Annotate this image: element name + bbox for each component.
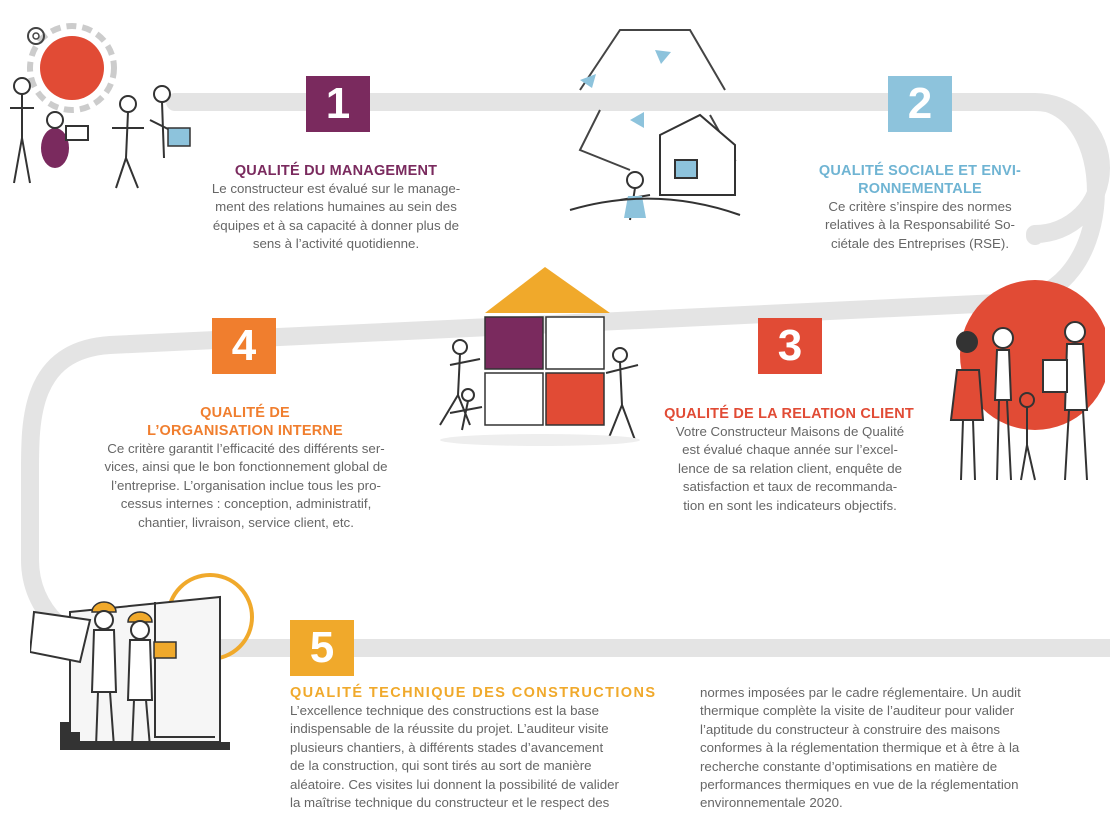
text-line: l’aptitude du constructeur à construire des maisons: [700, 721, 1001, 737]
step-number-4: 4: [212, 318, 276, 374]
text-line: est évalué chaque année sur l’excel-: [682, 442, 898, 458]
text-line: l’entreprise. L’organisation inclue tous les pro-: [111, 477, 381, 493]
step-description-5-col2: [700, 684, 1080, 813]
text-line: plusieurs chantiers, à différents stades d’avancement: [290, 739, 604, 755]
text-line: conformes à la réglementation thermique et à être à la: [700, 740, 1020, 756]
text-line: environnementale 2020.: [700, 795, 843, 811]
step-title-5: QUALITÉ TECHNIQUE DES CONSTRUCTIONS: [290, 685, 657, 701]
text-line: ment des relations humaines au sein des: [215, 199, 457, 215]
step-title-1: QUALITÉ DU MANAGEMENT: [234, 163, 438, 179]
text-line: lence de sa relation client, enquête de: [678, 460, 902, 476]
text-line: cessus internes : conception, administratif,: [120, 496, 372, 512]
text-line: Le constructeur est évalué sur le manage-: [211, 181, 461, 196]
step-number-2: 2: [888, 76, 952, 132]
step-description-4: [66, 440, 426, 532]
text-line: indispensable de la réussite du projet. L’auditeur visite: [290, 721, 609, 737]
title-line: QUALITÉ DE: [200, 405, 290, 421]
text-line: équipes et à sa capacité à donner plus de: [212, 217, 460, 233]
step-title-3: QUALITÉ DE LA RELATION CLIENT: [664, 406, 914, 422]
text-line: L’excellence technique des constructions est la base: [290, 703, 599, 718]
text-line: Ce critère s’inspire des normes: [828, 199, 1012, 214]
text-line: thermique complète la visite de l’auditeur pour valider: [700, 703, 1015, 719]
step-description-1: [180, 180, 492, 254]
step-title-2: [800, 162, 1040, 198]
puzzle-house-illustration: [410, 255, 650, 455]
step-number-3: 3: [758, 318, 822, 374]
title-line: RONNEMENTALE: [858, 181, 982, 197]
step-number-1: 1: [306, 76, 370, 132]
text-line: sens à l’activité quotidienne.: [252, 236, 420, 252]
text-line: aléatoire. Ces visites lui donnent la possibilité de valider: [290, 776, 619, 792]
step-description-5-col1: [290, 702, 666, 812]
title-line: L’ORGANISATION INTERNE: [147, 423, 343, 439]
text-line: de la construction, qui sont tirés au sort de manière: [290, 758, 592, 774]
title-line: QUALITÉ SOCIALE ET ENVI-: [818, 163, 1022, 179]
builders-illustration: [30, 572, 270, 752]
step-title-4: [120, 404, 370, 440]
family-clients-illustration: [945, 280, 1105, 490]
text-line: relatives à la Responsabilité So-: [825, 217, 1015, 233]
step-description-2: [790, 198, 1050, 253]
environment-house-illustration: [560, 20, 750, 235]
text-line: recherche constante d’optimisations en matière de: [700, 758, 998, 774]
step-number-5: 5: [290, 620, 354, 676]
text-line: ciétale des Entreprises (RSE).: [830, 235, 1010, 251]
text-line: Ce critère garantit l’efficacité des différents ser-: [107, 441, 385, 456]
text-line: performances thermiques en vue de la réglementation: [700, 777, 1019, 793]
text-line: Votre Constructeur Maisons de Qualité: [675, 424, 905, 439]
text-line: chantier, livraison, service client, etc.: [138, 514, 354, 530]
step-description-3: [640, 423, 940, 515]
text-line: la maîtrise technique du constructeur et le respect des: [290, 795, 610, 811]
text-line: satisfaction et taux de recommanda-: [682, 479, 898, 495]
text-line: normes imposées par le cadre réglementaire. Un audit: [700, 685, 1021, 700]
text-line: vices, ainsi que le bon fonctionnement global de: [104, 459, 388, 475]
text-line: tion en sont les indicateurs objectifs.: [683, 497, 897, 513]
management-team-illustration: [0, 8, 200, 198]
